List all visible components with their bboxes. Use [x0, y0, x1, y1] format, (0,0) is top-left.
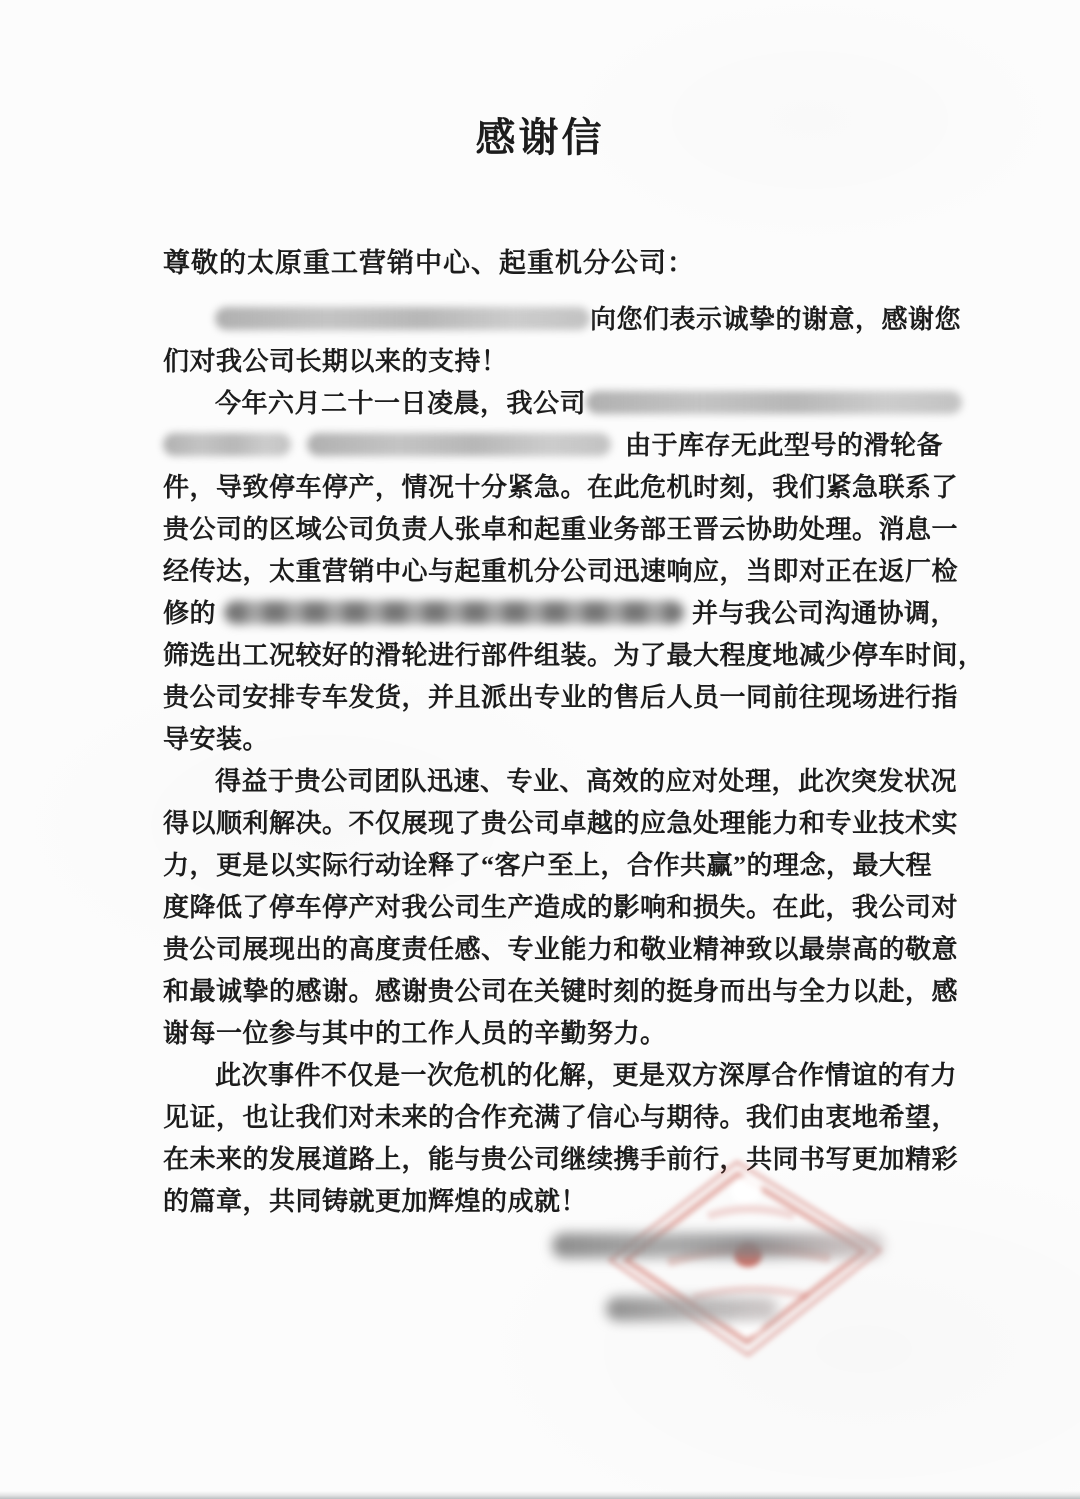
letter-line	[163, 591, 973, 633]
letter-line	[163, 633, 985, 675]
letter-text: 力，更是以实际行动诠释了“客户至上，合作共赢”的理念，最大程	[163, 851, 933, 881]
letter-text: 导安装。	[163, 725, 270, 755]
redacted-text	[215, 307, 590, 330]
letter-text: 们对我公司长期以来的支持！	[163, 347, 508, 377]
letter-line	[163, 381, 973, 423]
letter-line	[163, 465, 973, 507]
text-gap	[291, 446, 307, 447]
letter-text: 和最诚挚的感谢。感谢贵公司在关键时刻的挺身而出与全力以赴，感	[163, 977, 959, 1007]
letter-text: 在未来的发展道路上，能与贵公司继续携手前行，共同书写更加精彩	[163, 1145, 959, 1175]
redacted-text	[163, 433, 291, 456]
letter-text: 贵公司安排专车发货，并且派出专业的售后人员一同前往现场进行指	[163, 683, 959, 713]
text-gap	[216, 614, 224, 615]
letter-line	[163, 927, 973, 969]
letter-line	[163, 885, 973, 927]
text-gap	[684, 614, 692, 615]
text-gap	[611, 446, 625, 447]
redacted-text	[224, 601, 684, 624]
redacted-text	[307, 433, 611, 456]
letter-text: 此次事件不仅是一次危机的化解，更是双方深厚合作情谊的有力	[215, 1061, 958, 1091]
letter-text: 件，导致停车停产，情况十分紧急。在此危机时刻，我们紧急联系了	[163, 473, 959, 503]
letter-salutation: 尊敬的太原重工营销中心、起重机分公司：	[163, 248, 695, 278]
letter-line	[163, 717, 973, 759]
letter-text: 修的	[163, 599, 217, 629]
letter-text: 贵公司展现出的高度责任感、专业能力和敬业精神致以最崇高的敬意	[163, 935, 959, 965]
letter-line	[163, 549, 973, 591]
letter-line	[163, 423, 973, 465]
letter-text: 由于库存无此型号的滑轮备	[625, 431, 944, 461]
redacted-date	[606, 1297, 778, 1321]
letter-text: 今年六月二十一日凌晨，我公司	[215, 389, 587, 419]
letter-line	[163, 1053, 973, 1095]
letter-line	[163, 507, 973, 549]
letter-title: 感谢信	[475, 115, 605, 160]
letter-text: 谢每一位参与其中的工作人员的辛勤努力。	[163, 1019, 667, 1049]
letter-text: 的篇章，共同铸就更加辉煌的成就！	[163, 1187, 588, 1217]
scan-edge-shadow	[0, 1491, 1080, 1499]
letter-text: 经传达，太重营销中心与起重机分公司迅速响应，当即对正在返厂检	[163, 557, 959, 587]
letter-text: 得益于贵公司团队迅速、专业、高效的应对处理，此次突发状况	[215, 767, 958, 797]
letter-text: 筛选出工况较好的滑轮进行部件组装。为了最大程度地减少停车时间，	[163, 641, 985, 671]
redacted-company-name	[552, 1233, 884, 1258]
letter-line	[163, 1011, 973, 1053]
letter-line	[163, 675, 973, 717]
letter-line	[163, 759, 973, 801]
letter-line	[163, 1095, 973, 1137]
letter-text: 得以顺利解决。不仅展现了贵公司卓越的应急处理能力和专业技术实	[163, 809, 959, 839]
letter-line	[163, 297, 973, 339]
letter-line	[163, 1137, 973, 1179]
letter-line	[163, 969, 973, 1011]
letter-text: 并与我公司沟通协调，	[692, 599, 958, 629]
letter-body	[163, 297, 985, 1221]
letter-text: 向您们表示诚挚的谢意，感谢您	[590, 305, 962, 335]
letter-text: 度降低了停车停产对我公司生产造成的影响和损失。在此，我公司对	[163, 893, 959, 923]
letter-text: 贵公司的区域公司负责人张卓和起重业务部王晋云协助处理。消息一	[163, 515, 959, 545]
redacted-text	[586, 391, 962, 414]
letter-line	[163, 339, 973, 381]
letter-line	[163, 843, 973, 885]
letter-line	[163, 1179, 973, 1221]
letter-line	[163, 801, 973, 843]
letter-text: 见证，也让我们对未来的合作充满了信心与期待。我们由衷地希望，	[163, 1103, 959, 1133]
